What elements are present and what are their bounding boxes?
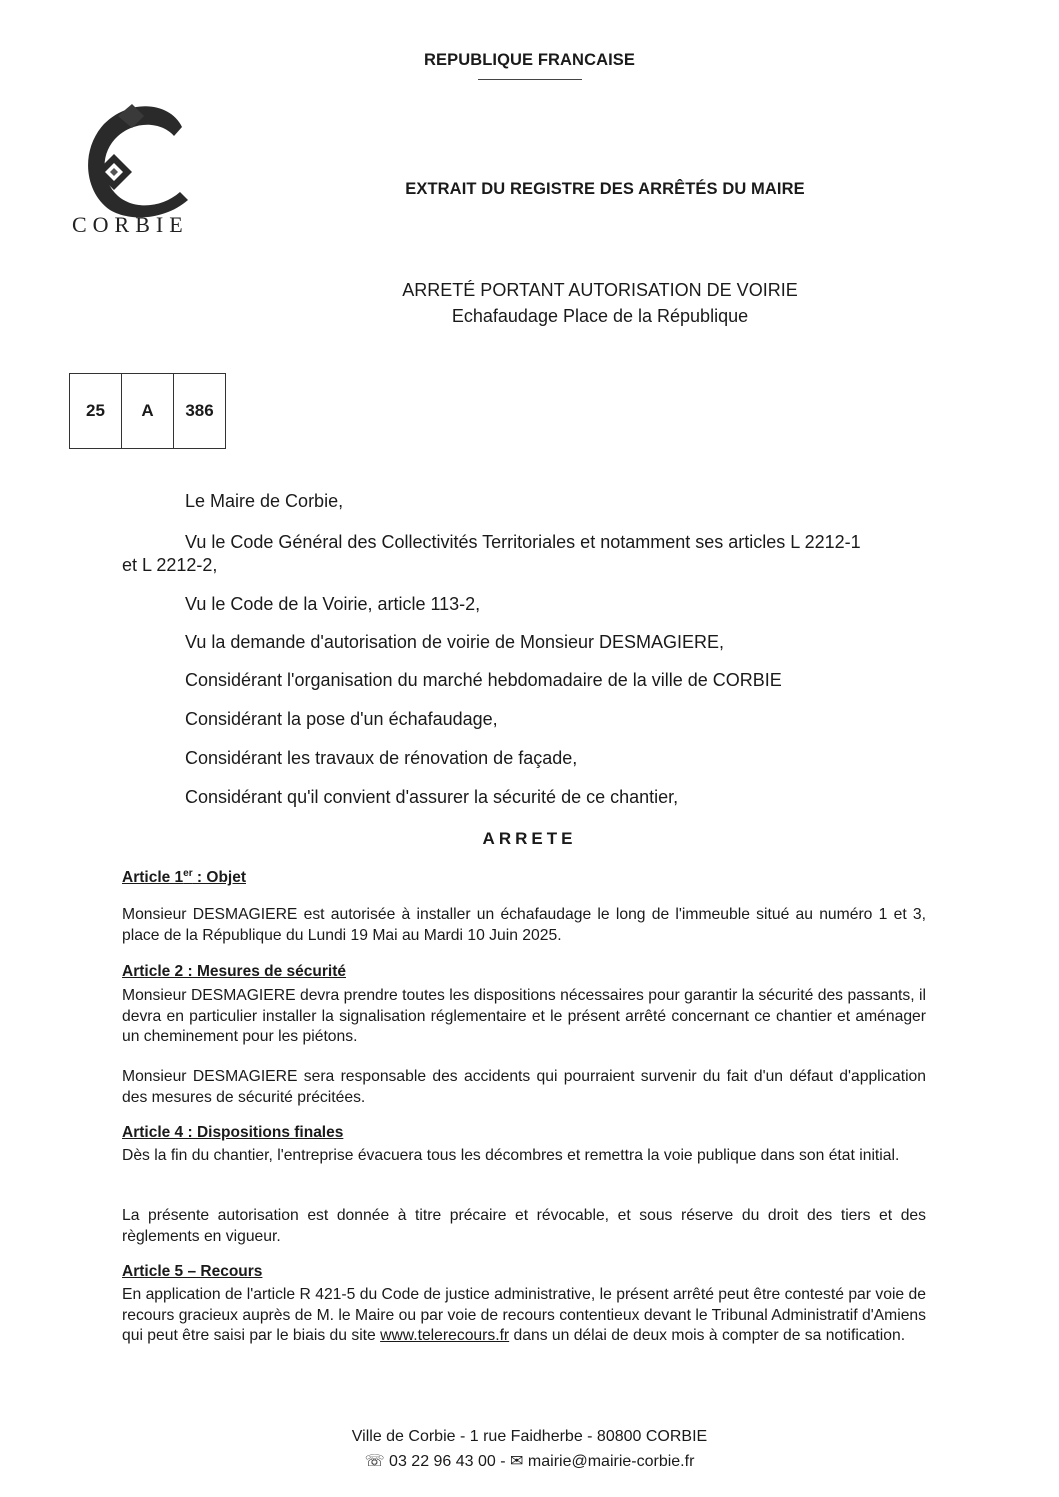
phone-icon: ☏ bbox=[364, 1453, 385, 1470]
arrete-subtitle: Echafaudage Place de la République bbox=[451, 306, 749, 326]
extrait-heading: EXTRAIT DU REGISTRE DES ARRÊTÉS DU MAIRE bbox=[405, 180, 805, 198]
preamble-considerant-pose: Considérant la pose d'un échafaudage, bbox=[185, 709, 498, 729]
article-4-text-2: La présente autorisation est donnée à titre précaire et révocable, et sous réserve du droit des tiers et des règlements en vigueur. bbox=[122, 1207, 926, 1245]
article-1-text: Monsieur DESMAGIERE est autorisée à installer un échafaudage le long de l'immeuble situé au numéro 1 et 3, place de la République du Lundi 19 Mai au Mardi 10 Juin 2025. bbox=[122, 906, 926, 944]
article-5-text: En application de l'article R 421-5 du Code de justice administrative, le présent arrêté peut être contesté par voie de recours gracieux auprès de M. le Maire ou par voie de recours contentieux devant le Tribunal Administratif d'Amiens qui peut être saisi par le biais du site www.telerecours.fr dans un délai de deux mois à compter de sa notification. bbox=[122, 1286, 926, 1344]
preamble-vu-demande: Vu la demande d'autorisation de voirie de Monsieur DESMAGIERE, bbox=[185, 632, 725, 652]
republique-heading: REPUBLIQUE FRANCAISE bbox=[423, 51, 635, 69]
arrete-title: ARRETÉ PORTANT AUTORISATION DE VOIRIE bbox=[402, 280, 798, 300]
logo-wordmark: CORBIE bbox=[72, 212, 189, 237]
article-2-text-2: Monsieur DESMAGIERE sera responsable des accidents qui pourraient survenir du fait d'un défaut d'application des mesures de sécurité précitées. bbox=[122, 1068, 926, 1106]
mail-icon: ✉ bbox=[510, 1453, 524, 1470]
telerecours-link[interactable]: www.telerecours.fr bbox=[380, 1327, 510, 1344]
article-4-text-1: Dès la fin du chantier, l'entreprise évacuera tous les décombres et remettra la voie publique dans son état initial. bbox=[122, 1147, 900, 1164]
article-1-title: Article 1er : Objet bbox=[122, 868, 247, 887]
preamble-vu-voirie: Vu le Code de la Voirie, article 113-2, bbox=[185, 594, 481, 614]
reference-letter: A bbox=[121, 374, 173, 448]
reference-number-box bbox=[69, 373, 226, 449]
reference-year: 25 bbox=[86, 401, 105, 420]
preamble-considerant-travaux: Considérant les travaux de rénovation de façade, bbox=[185, 748, 578, 768]
arrete-heading: ARRETE bbox=[482, 829, 577, 848]
preamble-considerant-marche: Considérant l'organisation du marché hebdomadaire de la ville de CORBIE bbox=[185, 670, 782, 690]
footer-address: Ville de Corbie - 1 rue Faidherbe - 80800 CORBIE bbox=[351, 1428, 708, 1445]
article-5-title: Article 5 – Recours bbox=[122, 1263, 263, 1280]
preamble-vu-cgct: Vu le Code Général des Collectivités Territoriales et notamment ses articles L 2212-1 bbox=[185, 532, 861, 552]
reference-number: 386 bbox=[173, 374, 225, 448]
article-2-title: Article 2 : Mesures de sécurité bbox=[122, 963, 346, 980]
footer-phone: 03 22 96 43 00 - bbox=[389, 1453, 506, 1470]
preamble-considerant-securite: Considérant qu'il convient d'assurer la sécurité de ce chantier, bbox=[185, 787, 679, 807]
preamble-maire: Le Maire de Corbie, bbox=[185, 491, 344, 511]
footer-email[interactable]: mairie@mairie-corbie.fr bbox=[527, 1453, 695, 1470]
heading-underline bbox=[478, 79, 582, 80]
preamble-vu-cgct-cont: et L 2212-2, bbox=[122, 555, 218, 575]
article-2-text-1: Monsieur DESMAGIERE devra prendre toutes les dispositions nécessaires pour garantir la sécurité des passants, il devra en particulier installer la signalisation réglementaire et le présent arrêté concernant ce chantier et aménager un cheminement pour les piétons. bbox=[122, 987, 926, 1045]
footer-contact bbox=[0, 1451, 1059, 1471]
article-4-title: Article 4 : Dispositions finales bbox=[122, 1124, 344, 1141]
